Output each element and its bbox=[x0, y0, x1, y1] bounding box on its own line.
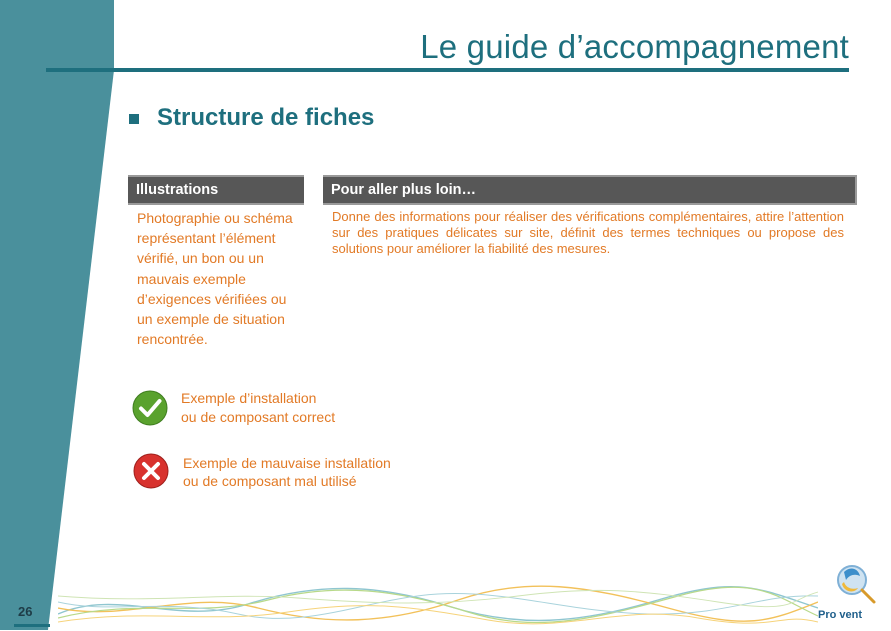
decorative-wave-lines bbox=[58, 578, 818, 630]
illustrations-line: représentant l’élément bbox=[137, 230, 276, 247]
legend-incorrect-line-1: Exemple de mauvaise installation bbox=[183, 455, 391, 471]
bullet-square-icon bbox=[129, 114, 139, 124]
logo-wordmark: Pro vent bbox=[818, 609, 863, 621]
illustrations-line: d’exigences vérifiées ou bbox=[137, 290, 287, 307]
illustrations-header: Illustrations bbox=[128, 175, 304, 205]
illustrations-line: rencontrée. bbox=[137, 331, 208, 348]
illustrations-description bbox=[137, 208, 312, 349]
illustrations-line: vérifié, un bon ou un bbox=[137, 250, 264, 267]
page-title: Le guide d’accompagnement bbox=[420, 28, 849, 65]
provent-logo-graphic bbox=[812, 562, 888, 626]
check-icon bbox=[132, 390, 168, 426]
page-number: 26 bbox=[18, 604, 33, 619]
section-heading: Structure de fiches bbox=[157, 104, 375, 131]
further-reading-description: Donne des informations pour réaliser des vérifications complémentaires, attire l’attention sur des pratiques délicates sur site, définit des termes techniques ou propose des solutions pour améliorer la fiabilité des mesures. bbox=[332, 209, 844, 256]
provent-logo bbox=[812, 562, 888, 626]
page-number-underline bbox=[14, 624, 50, 627]
legend-correct-line-1: Exemple d’installation bbox=[181, 390, 317, 406]
legend-correct-line-2: ou de composant correct bbox=[181, 409, 336, 425]
illustrations-line: un exemple de situation bbox=[137, 311, 285, 328]
left-decorative-band bbox=[0, 0, 114, 630]
further-reading-header: Pour aller plus loin… bbox=[323, 175, 857, 205]
legend-incorrect-line-2: ou de composant mal utilisé bbox=[183, 473, 357, 489]
title-underline bbox=[46, 68, 849, 72]
cross-icon bbox=[133, 453, 169, 489]
illustrations-line: Photographie ou schéma bbox=[137, 210, 293, 226]
illustrations-line: mauvais exemple bbox=[137, 270, 246, 287]
